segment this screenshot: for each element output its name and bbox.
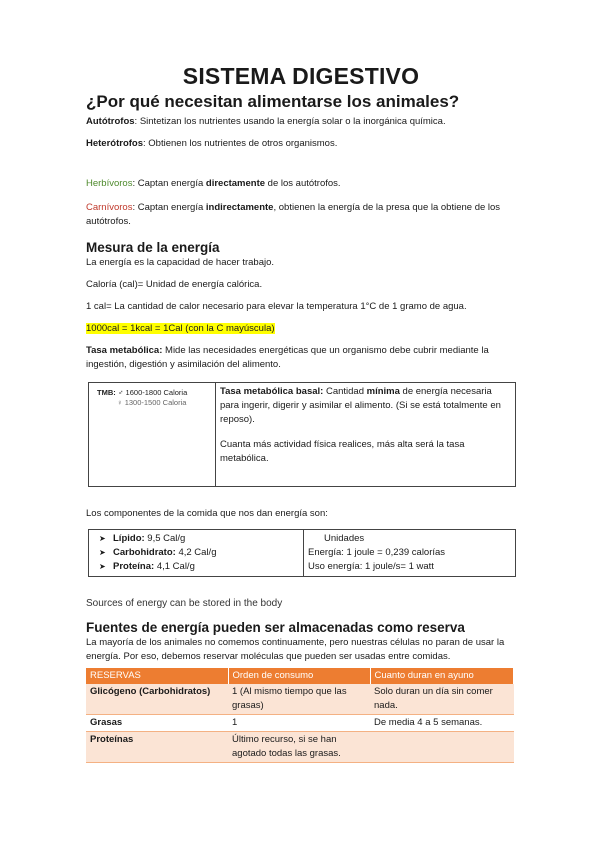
- list-item: [93, 560, 299, 574]
- table-header: Orden de consumo: [228, 668, 370, 684]
- table-header: Cuanto duran en ayuno: [370, 668, 514, 684]
- basal-definition: [220, 385, 511, 427]
- heterotrofos-paragraph: [86, 137, 516, 151]
- basal-text-b: de energía necesaria para ingerir, digerir y asimilar el alimento. (Si se está totalmente en reposo).: [220, 386, 501, 425]
- table-row: [86, 715, 514, 732]
- herbivoros-bold: directamente: [205, 178, 266, 189]
- table-row: [86, 684, 514, 715]
- tasa-term: Tasa metabólica:: [86, 345, 163, 356]
- heterotrofos-text: : Obtienen los nutrientes de otros organismos.: [143, 138, 338, 149]
- units-line-1: Energía: 1 joule = 0,239 calorías: [308, 547, 446, 558]
- component-value: 9,5 Cal/g: [144, 533, 186, 544]
- kcal-equivalence: [86, 322, 516, 336]
- arrow-bullet-icon: ➤: [99, 548, 106, 557]
- units-line-2: Uso energía: 1 joule/s= 1 watt: [308, 561, 434, 572]
- herbivoros-text-b: de los autótrofos.: [265, 178, 341, 189]
- autotrofos-text: : Sintetizan los nutrientes usando la energía solar o la inorgánica química.: [134, 116, 446, 127]
- tasa-text: Mide las necesidades energéticas que un organismo debe cubrir mediante la ingestión, digestión y asimilación del alimento.: [86, 345, 489, 370]
- table-cell: 1 (Al mismo tiempo que las grasas): [228, 684, 370, 715]
- energy-heading: Mesura de la energía: [86, 240, 220, 255]
- autotrofos-term: Autótrofos: [86, 116, 135, 127]
- main-question-heading: ¿Por qué necesitan alimentarse los animales?: [86, 92, 460, 111]
- tmb-male: ♂ 1600-1800 Caloria: [117, 388, 188, 397]
- carnivoros-text-b: , obtienen la energía de la presa que la obtiene de los autótrofos.: [86, 202, 501, 227]
- components-intro: Los componentes de la comida que nos dan energía son:: [86, 508, 328, 519]
- table-cell: Solo duran un día sin comer nada.: [370, 684, 514, 715]
- arrow-bullet-icon: ➤: [99, 562, 106, 571]
- tmb-cell: [89, 383, 216, 487]
- activity-note: Cuanta más actividad física realices, más alta será la tasa metabólica.: [220, 439, 465, 464]
- arrow-bullet-icon: ➤: [99, 534, 106, 543]
- list-item: [93, 546, 299, 560]
- tmb-label: TMB:: [97, 388, 116, 397]
- tmb-female: ♀ 1300-1500 Caloria: [117, 398, 187, 407]
- table-header-row: [86, 668, 514, 684]
- autotrofos-paragraph: [86, 115, 516, 129]
- herbivoros-term: Herbívoros: [86, 178, 133, 189]
- document-page: [86, 62, 516, 763]
- units-title: Unidades: [324, 533, 365, 544]
- components-table: [88, 529, 516, 577]
- component-name: Lípido:: [113, 533, 145, 544]
- carnivoros-term: Carnívoros: [86, 202, 133, 213]
- table-cell: Glicógeno (Carbohidratos): [86, 684, 228, 715]
- cal-definition: 1 cal= La cantidad de calor necesario para elevar la temperatura 1°C de 1 gramo de agua.: [86, 301, 467, 312]
- tmb-image: [97, 388, 211, 408]
- table-cell: Proteínas: [86, 732, 228, 763]
- basal-cell: [216, 383, 516, 487]
- component-value: 4,1 Cal/g: [154, 561, 195, 572]
- tasa-metabolica-paragraph: [86, 344, 516, 372]
- table-cell: De media 4 a 5 semanas.: [370, 715, 514, 732]
- component-name: Carbohidrato:: [113, 547, 176, 558]
- document-title: SISTEMA DIGESTIVO: [182, 63, 420, 89]
- table-cell: [370, 732, 514, 763]
- basal-term: Tasa metabólica basal:: [220, 386, 324, 397]
- reserves-table: [86, 668, 514, 763]
- component-value: 4,2 Cal/g: [175, 547, 217, 558]
- carnivoros-paragraph: [86, 201, 516, 229]
- tmb-table: [88, 382, 516, 487]
- table-cell: Grasas: [86, 715, 228, 732]
- sources-english: Sources of energy can be stored in the body: [86, 598, 283, 609]
- components-cell: [89, 530, 304, 577]
- reserve-text: La mayoría de los animales no comemos continuamente, pero nuestras células no paran de usar la energía. Por eso, debemos reservar moléculas que pueden ser usadas entre comidas.: [86, 637, 505, 662]
- table-cell: 1: [228, 715, 370, 732]
- carnivoros-bold: indirectamente: [205, 202, 274, 213]
- basal-text-a: Cantidad: [323, 386, 367, 397]
- heterotrofos-term: Heterótrofos: [86, 138, 144, 149]
- table-cell: Último recurso, si se han agotado todas las grasas.: [228, 732, 370, 763]
- energy-definition: La energía es la capacidad de hacer trabajo.: [86, 257, 275, 268]
- list-item: [93, 532, 299, 546]
- basal-bold: mínima: [366, 386, 400, 397]
- herbivoros-paragraph: [86, 177, 516, 191]
- caloria-definition: Caloría (cal)= Unidad de energía calórica.: [86, 279, 263, 290]
- kcal-highlight: 1000cal = 1kcal = 1Cal (con la C mayúscula): [86, 323, 275, 334]
- carnivoros-text-a: : Captan energía: [132, 202, 206, 213]
- table-row: [86, 732, 514, 763]
- herbivoros-text-a: : Captan energía: [132, 178, 206, 189]
- units-cell: [304, 530, 516, 577]
- sources-heading: Fuentes de energía pueden ser almacenadas como reserva: [86, 620, 465, 635]
- component-name: Proteína:: [113, 561, 155, 572]
- table-header: RESERVAS: [86, 668, 228, 684]
